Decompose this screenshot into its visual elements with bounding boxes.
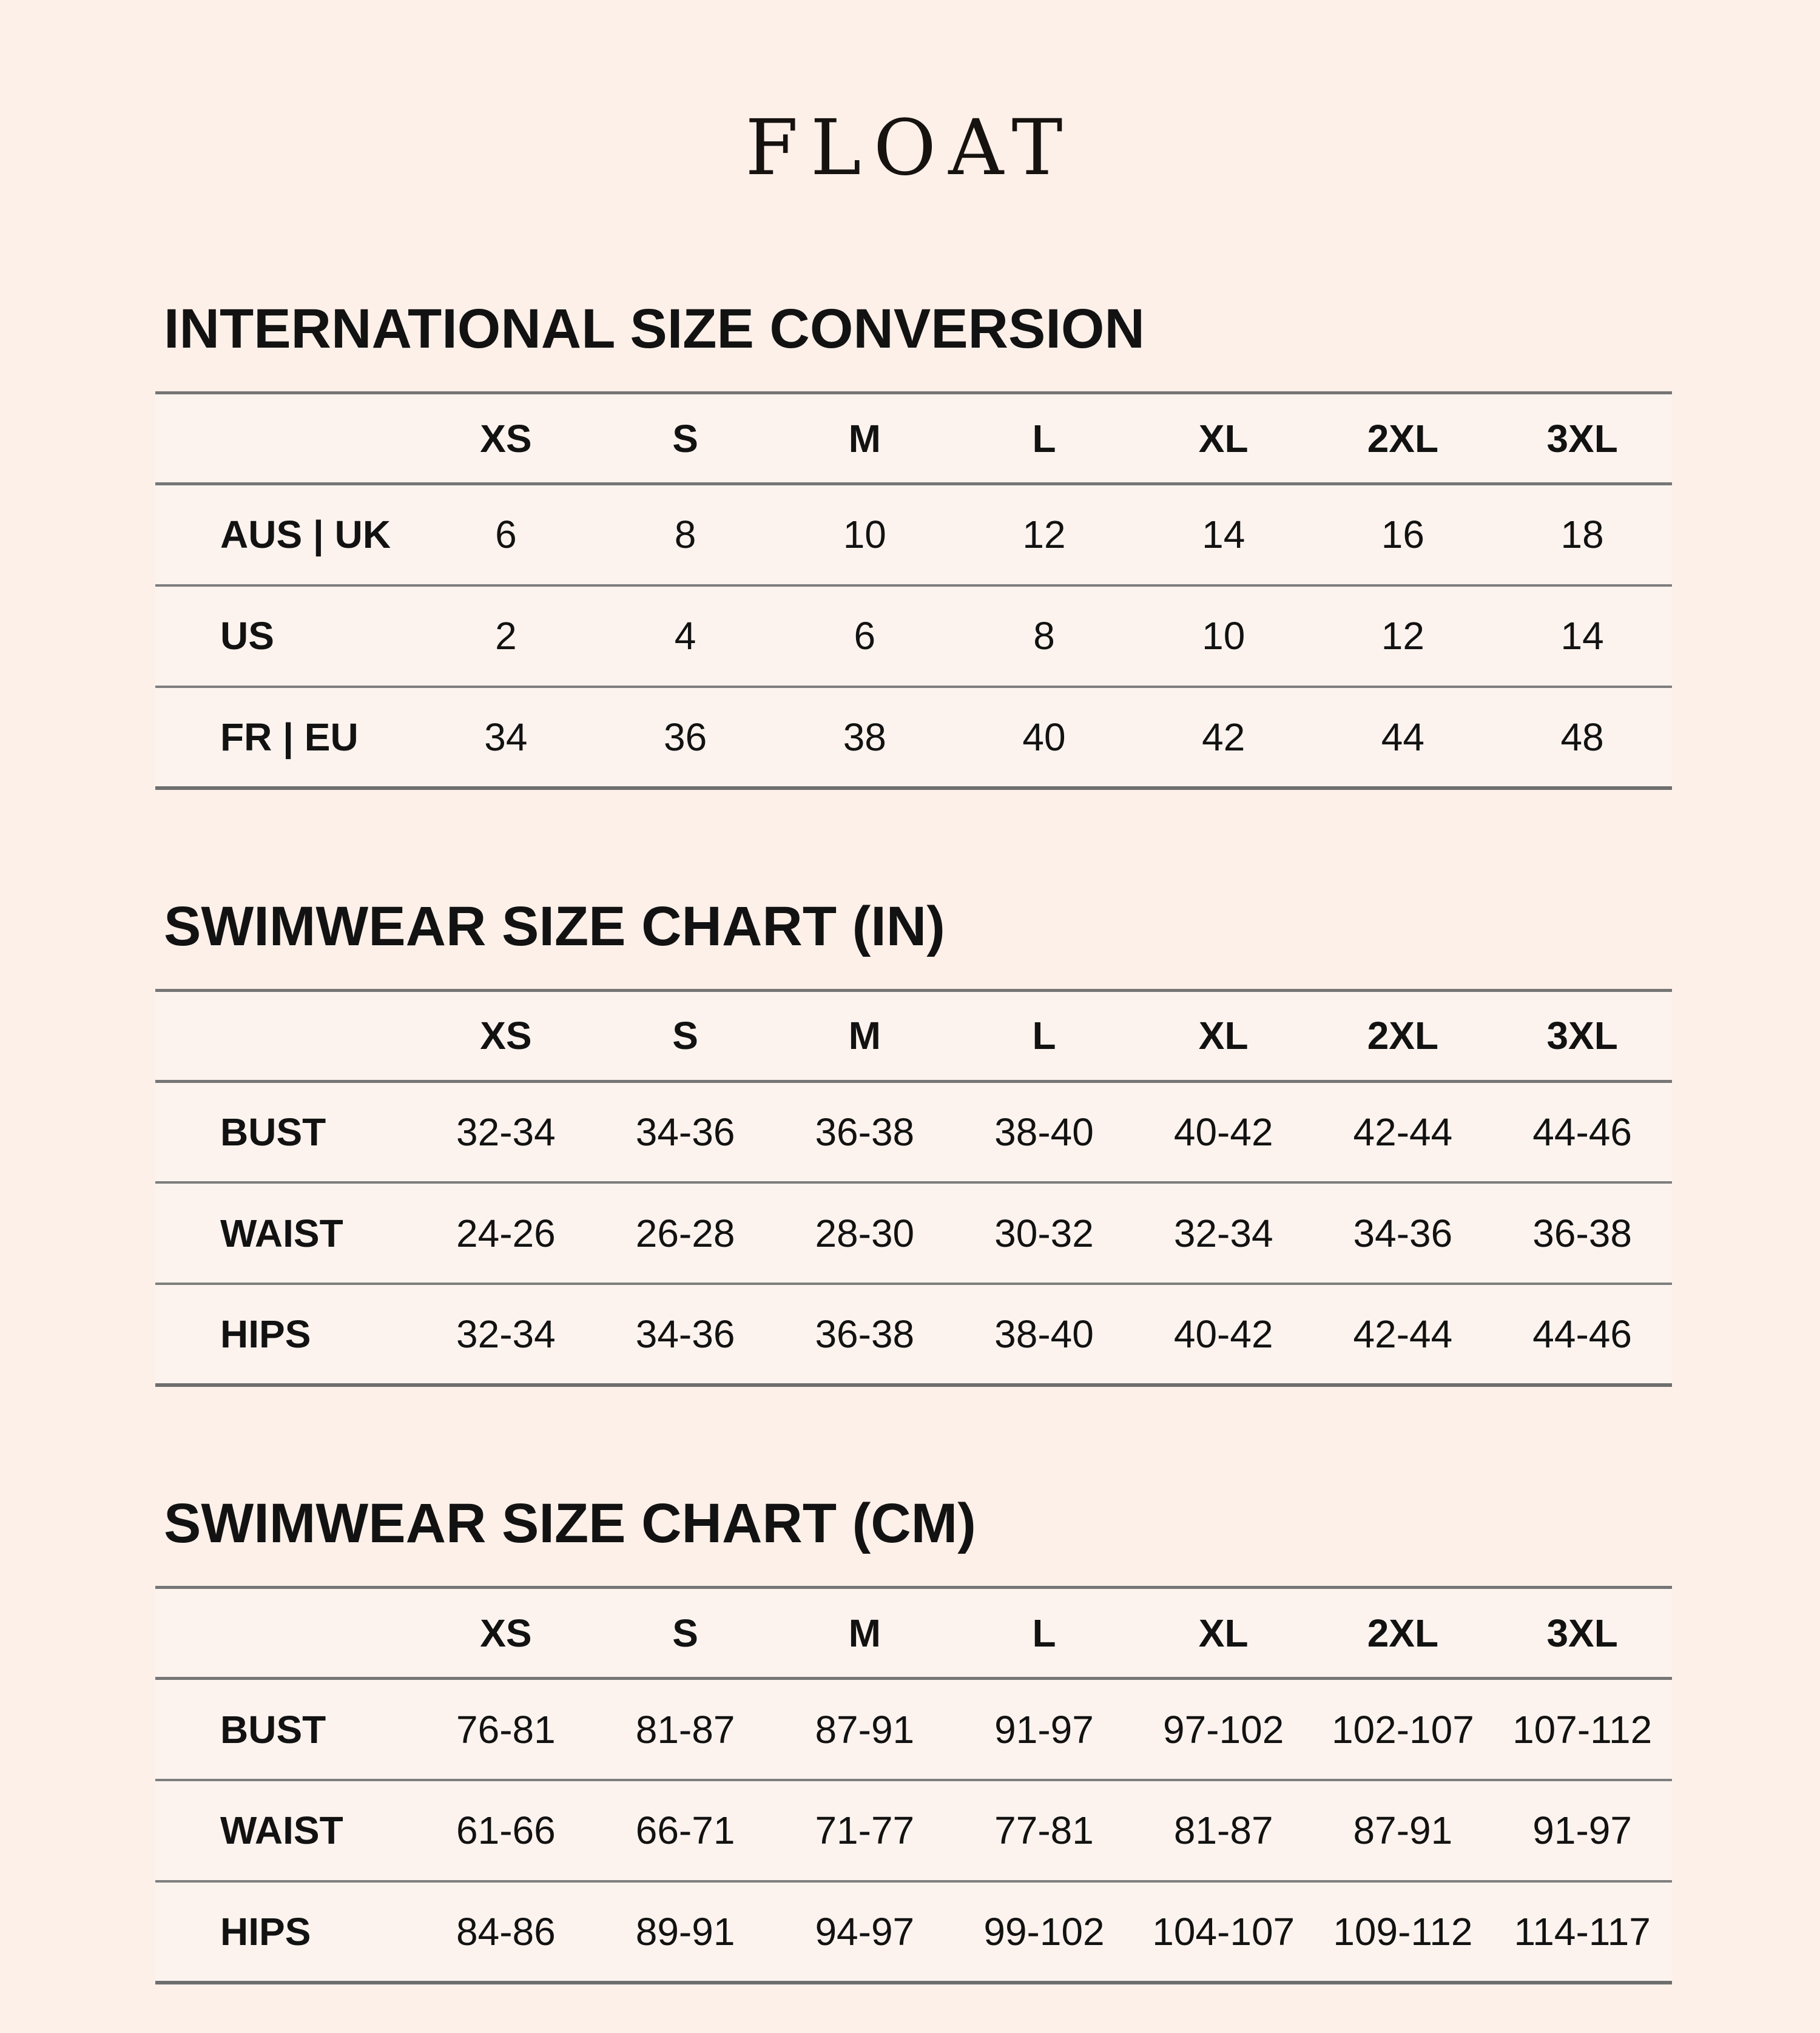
label-column-header [155, 990, 416, 1081]
row-label-cell: BUST [220, 1707, 326, 1751]
size-value-cell: 76-81 [456, 1707, 556, 1751]
size-column-header: M [848, 416, 881, 460]
section-title: SWIMWEAR SIZE CHART (CM) [164, 1492, 976, 1555]
size-value-cell: 24-26 [456, 1211, 556, 1255]
size-value-cell: 14 [1560, 614, 1604, 658]
size-column-header: L [1032, 1611, 1056, 1655]
size-value-cell: 18 [1560, 513, 1604, 557]
size-value-cell: 84-86 [456, 1909, 556, 1954]
row-label-cell: HIPS [220, 1312, 311, 1357]
section-swimwear-size-chart-cm [155, 1493, 1672, 1984]
size-column-header: L [1032, 416, 1056, 460]
size-value-cell: 28-30 [815, 1211, 915, 1255]
size-value-cell: 87-91 [815, 1707, 915, 1751]
size-value-cell: 40 [1022, 715, 1066, 759]
size-value-cell: 2 [495, 614, 517, 658]
size-column-header: XS [480, 416, 532, 460]
row-label-cell: WAIST [220, 1809, 343, 1853]
size-value-cell: 12 [1022, 513, 1066, 557]
size-value-cell: 16 [1381, 513, 1424, 557]
size-value-cell: 109-112 [1333, 1909, 1473, 1954]
size-value-cell: 42-44 [1353, 1110, 1453, 1155]
size-value-cell: 36-38 [1532, 1211, 1632, 1255]
size-value-cell: 36 [663, 715, 707, 759]
size-value-cell: 42-44 [1353, 1312, 1453, 1357]
size-value-cell: 91-97 [994, 1707, 1094, 1751]
size-value-cell: 44-46 [1532, 1110, 1632, 1155]
size-value-cell: 81-87 [635, 1707, 735, 1751]
size-value-cell: 44-46 [1532, 1312, 1632, 1357]
size-value-cell: 12 [1381, 614, 1424, 658]
size-value-cell: 38 [843, 715, 886, 759]
size-column-header: L [1032, 1014, 1056, 1058]
size-column-header: S [672, 1611, 698, 1655]
size-value-cell: 40-42 [1173, 1110, 1273, 1155]
label-column-header [155, 393, 416, 484]
size-value-cell: 102-107 [1331, 1707, 1474, 1751]
size-value-cell: 87-91 [1353, 1809, 1453, 1853]
size-value-cell: 94-97 [815, 1909, 915, 1954]
size-value-cell: 81-87 [1173, 1809, 1273, 1853]
size-value-cell: 40-42 [1173, 1312, 1273, 1357]
header-row [155, 393, 1672, 484]
size-value-cell: 38-40 [994, 1312, 1094, 1357]
table-row [155, 585, 1672, 687]
size-value-cell: 34 [484, 715, 528, 759]
section-title: SWIMWEAR SIZE CHART (IN) [164, 895, 945, 957]
swimwear-size-chart-cm-table [155, 1586, 1672, 1984]
table-row [155, 687, 1672, 788]
size-value-cell: 14 [1202, 513, 1245, 557]
size-value-cell: 66-71 [635, 1809, 735, 1853]
size-value-cell: 32-34 [1173, 1211, 1273, 1255]
table-row [155, 1182, 1672, 1284]
size-value-cell: 91-97 [1532, 1809, 1632, 1853]
size-value-cell: 6 [495, 513, 517, 557]
size-value-cell: 38-40 [994, 1110, 1094, 1155]
size-value-cell: 4 [674, 614, 696, 658]
size-column-header: 2XL [1367, 1611, 1439, 1655]
size-value-cell: 42 [1202, 715, 1245, 759]
size-column-header: M [848, 1014, 881, 1058]
row-label-cell: HIPS [220, 1909, 311, 1954]
table-row [155, 1679, 1672, 1780]
size-column-header: 2XL [1367, 416, 1439, 460]
size-value-cell: 61-66 [456, 1809, 556, 1853]
size-value-cell: 48 [1560, 715, 1604, 759]
table-row [155, 1081, 1672, 1182]
row-label-cell: WAIST [220, 1211, 343, 1255]
row-label-cell: FR | EU [220, 715, 359, 759]
size-value-cell: 34-36 [635, 1312, 735, 1357]
table-row [155, 1284, 1672, 1385]
size-value-cell: 34-36 [635, 1110, 735, 1155]
size-value-cell: 99-102 [983, 1909, 1105, 1954]
header-row [155, 990, 1672, 1081]
size-value-cell: 30-32 [994, 1211, 1094, 1255]
international-size-conversion-table [155, 391, 1672, 790]
swimwear-size-chart-in-table [155, 989, 1672, 1387]
size-column-header: 3XL [1546, 1611, 1618, 1655]
size-value-cell: 97-102 [1163, 1707, 1284, 1751]
size-value-cell: 32-34 [456, 1110, 556, 1155]
section-international-size-conversion [155, 298, 1672, 790]
size-column-header: XS [480, 1611, 532, 1655]
size-value-cell: 36-38 [815, 1312, 915, 1357]
row-label-cell: AUS | UK [220, 513, 391, 557]
size-value-cell: 104-107 [1152, 1909, 1295, 1954]
size-column-header: XL [1198, 416, 1249, 460]
size-value-cell: 89-91 [635, 1909, 735, 1954]
size-column-header: S [672, 416, 698, 460]
row-label-cell: BUST [220, 1110, 326, 1155]
size-value-cell: 8 [674, 513, 696, 557]
table-row [155, 1881, 1672, 1983]
size-value-cell: 107-112 [1512, 1707, 1653, 1751]
size-guide-content [155, 298, 1672, 1984]
size-value-cell: 77-81 [994, 1809, 1094, 1853]
size-value-cell: 114-117 [1514, 1909, 1651, 1954]
size-column-header: XL [1198, 1611, 1249, 1655]
size-value-cell: 10 [1202, 614, 1245, 658]
row-label-cell: US [220, 614, 274, 658]
size-column-header: 2XL [1367, 1014, 1439, 1058]
size-column-header: 3XL [1546, 416, 1618, 460]
section-title: INTERNATIONAL SIZE CONVERSION [164, 297, 1145, 360]
size-column-header: 3XL [1546, 1014, 1618, 1058]
size-value-cell: 6 [854, 614, 876, 658]
size-column-header: XL [1198, 1014, 1249, 1058]
brand-logo: FLOAT [745, 103, 1075, 192]
size-value-cell: 34-36 [1353, 1211, 1453, 1255]
table-row [155, 1780, 1672, 1881]
size-value-cell: 26-28 [635, 1211, 735, 1255]
header-row [155, 1588, 1672, 1679]
label-column-header [155, 1588, 416, 1679]
size-column-header: M [848, 1611, 881, 1655]
size-value-cell: 32-34 [456, 1312, 556, 1357]
size-value-cell: 8 [1033, 614, 1055, 658]
size-column-header: XS [480, 1014, 532, 1058]
size-column-header: S [672, 1014, 698, 1058]
size-value-cell: 71-77 [815, 1809, 915, 1853]
size-value-cell: 10 [843, 513, 886, 557]
size-value-cell: 36-38 [815, 1110, 915, 1155]
table-row [155, 484, 1672, 585]
size-value-cell: 44 [1381, 715, 1424, 759]
section-swimwear-size-chart-in [155, 896, 1672, 1387]
